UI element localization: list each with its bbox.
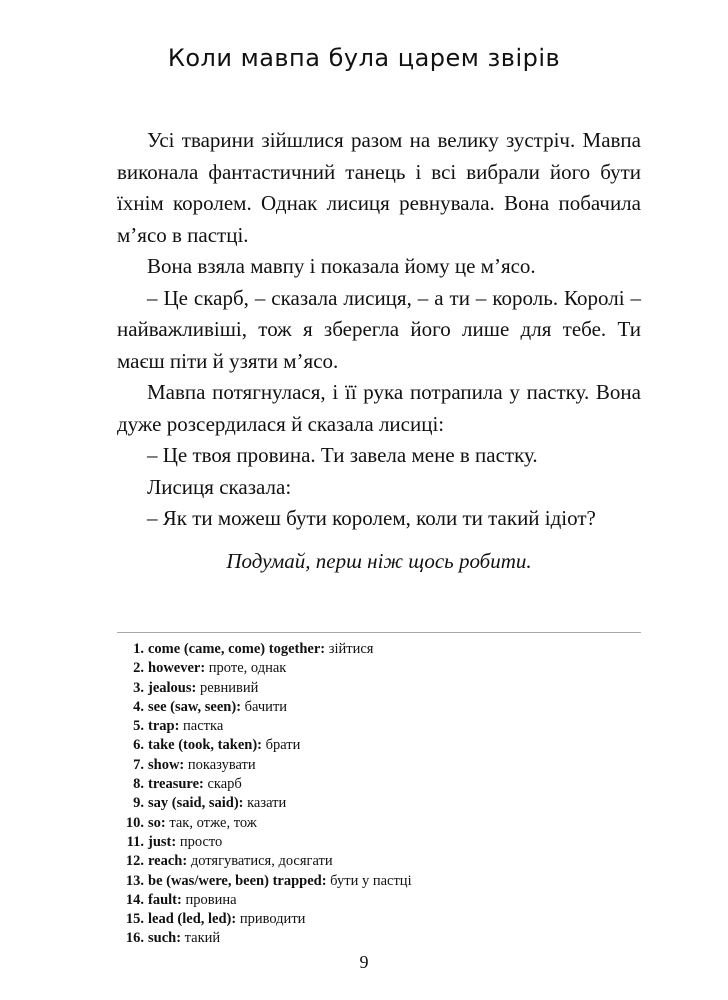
glossary-term: trap:: [148, 718, 180, 735]
glossary-translation: так, отже, тож: [169, 814, 257, 831]
glossary-number: 3.: [133, 679, 144, 696]
glossary-term: come (came, come) together:: [148, 641, 326, 657]
glossary-number: 13.: [125, 872, 144, 889]
glossary-item: [117, 659, 641, 678]
footnote-divider: [117, 632, 641, 633]
glossary-translation: бачити: [244, 698, 288, 715]
story-paragraph: Мавпа потягнулася, і її рука потрапила у пастку. Вона дуже розсердилася й сказала лисиці:: [117, 380, 641, 436]
glossary-translation: приводити: [239, 911, 306, 928]
glossary-number: 5.: [133, 718, 144, 735]
glossary-number: 7.: [133, 756, 144, 773]
glossary-item: [117, 852, 641, 871]
glossary-translation: казати: [247, 795, 287, 812]
glossary-list: [117, 640, 641, 949]
glossary-term: show:: [148, 756, 185, 773]
glossary-number: 2.: [133, 660, 144, 677]
glossary-number: 12.: [125, 853, 144, 870]
glossary-item: [117, 833, 641, 852]
glossary-item: [117, 891, 641, 910]
moral-line: Подумай, перш ніж щось робити.: [226, 549, 532, 573]
story-text: [117, 125, 641, 535]
story-paragraph: Усі тварини зійшлися разом на велику зустріч. Мавпа виконала фантастичний танець і всі вибрали його бути їхнім королем. Однак лисиця ревнувала. Вона побачила м’ясо в пастці.: [117, 128, 641, 247]
glossary-number: 6.: [133, 737, 144, 754]
glossary-translation: просто: [179, 833, 223, 850]
story-paragraph: – Як ти можеш бути королем, коли ти такий ідіот?: [147, 506, 596, 530]
glossary-translation: дотягуватися, досягати: [190, 853, 333, 870]
glossary-translation: провина: [185, 891, 237, 908]
glossary-term: so:: [148, 814, 166, 831]
glossary-term: say (said, said):: [148, 795, 244, 812]
glossary-number: 14.: [125, 891, 144, 908]
glossary-item: [117, 640, 641, 659]
glossary-translation: такий: [184, 930, 221, 947]
glossary-term: just:: [148, 833, 177, 850]
glossary-translation: пастка: [183, 718, 224, 735]
glossary-translation: проте, однак: [208, 660, 287, 677]
glossary-term: such:: [148, 930, 182, 947]
glossary-term: be (was/were, been) trapped:: [148, 872, 327, 889]
glossary-term: reach:: [148, 853, 188, 870]
glossary-translation: брати: [265, 737, 301, 754]
glossary-item: [117, 814, 641, 833]
glossary-term: lead (led, led):: [148, 911, 237, 928]
page-number: 9: [359, 952, 369, 972]
glossary-item: [117, 736, 641, 755]
glossary-translation: ревнивий: [199, 679, 259, 696]
glossary-number: 8.: [133, 776, 144, 793]
glossary-item: [117, 756, 641, 775]
glossary-translation: бути у пастці: [330, 872, 412, 889]
glossary-item: [117, 698, 641, 717]
page-title: Коли мавпа була царем звірів: [167, 44, 561, 72]
glossary-item: [117, 679, 641, 698]
story-paragraph: Лисиця сказала:: [147, 474, 292, 499]
glossary-term: take (took, taken):: [148, 737, 262, 754]
glossary-term: however:: [148, 660, 206, 677]
glossary-term: jealous:: [148, 679, 197, 696]
glossary-item: [117, 775, 641, 794]
glossary-item: [117, 717, 641, 736]
glossary-number: 15.: [125, 911, 144, 928]
story-paragraph: Вона взяла мавпу і показала йому це м’ясо.: [147, 254, 536, 278]
glossary-item: [117, 794, 641, 813]
glossary-translation: скарб: [207, 776, 242, 793]
glossary-translation: зійтися: [328, 641, 374, 657]
glossary-number: 1.: [133, 641, 144, 657]
glossary-item: [117, 910, 641, 929]
glossary-number: 16.: [125, 930, 144, 947]
glossary-term: treasure:: [148, 776, 204, 793]
glossary-term: see (saw, seen):: [148, 698, 242, 715]
glossary-translation: показувати: [187, 756, 256, 773]
story-paragraph: – Це скарб, – сказала лисиця, – а ти – король. Королі – найважливіші, тож я зберегла його лише для тебе. Ти маєш піти й узяти м’ясо.: [117, 285, 641, 373]
story-paragraph: – Це твоя провина. Ти завела мене в пастку.: [147, 443, 538, 467]
glossary-item: [117, 929, 641, 948]
glossary-number: 9.: [133, 795, 144, 812]
glossary-number: 10.: [125, 814, 144, 831]
glossary-term: fault:: [148, 891, 182, 908]
glossary-number: 4.: [133, 698, 144, 715]
glossary-number: 11.: [126, 833, 144, 850]
glossary-item: [117, 872, 641, 891]
